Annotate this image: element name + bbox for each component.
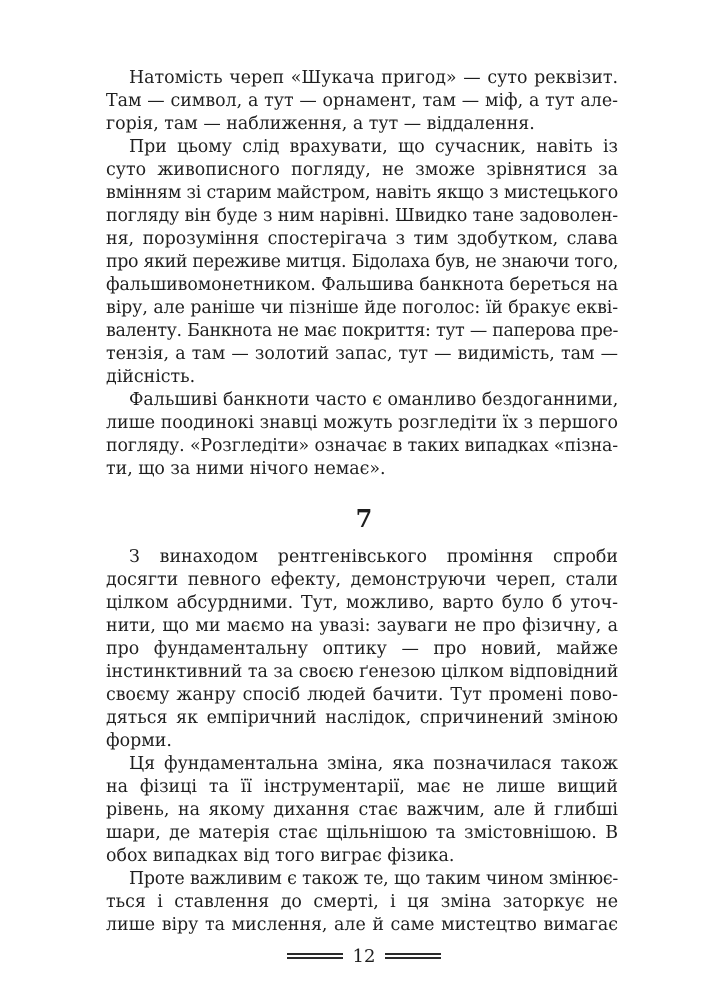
text-line: суто живописного погляду, не зможе зрівнятися за xyxy=(106,160,618,180)
text-line: віру, але раніше чи пізніше йде поголос: їй бракує екві- xyxy=(106,298,618,318)
page-footer xyxy=(0,944,728,970)
text-line: дяться як емпіричний наслідок, спричинений зміною xyxy=(106,708,618,728)
text-line: цілком абсурдними. Тут, можливо, варто було б уточ- xyxy=(106,593,618,613)
paragraph xyxy=(106,546,618,753)
text-line: обох випадках від того виграє фізика. xyxy=(106,846,455,866)
text-line: Ця фундаментальна зміна, яка позначилася також xyxy=(129,754,618,774)
text-line: дійсність. xyxy=(106,367,196,387)
text-line: Проте важливим є також те, що таким чином змінює- xyxy=(129,869,618,889)
text-line: тензія, а там — золотий запас, тут — видимість, там — xyxy=(106,344,618,364)
text-line: рівень, на якому дихання стає важчим, але й глибші xyxy=(106,800,618,820)
text-line: Фальшиві банкноти часто є оманливо бездоганними, xyxy=(129,390,619,410)
paragraph xyxy=(106,868,618,937)
text-line: З винаходом рентгенівського проміння спроби xyxy=(129,547,618,567)
text-line: лише віру та мислення, але й саме мистецтво вимагає xyxy=(106,915,618,935)
text-line: своєму жанру спосіб людей бачити. Тут промені пово- xyxy=(106,685,618,705)
footer-rule-left xyxy=(287,953,343,959)
text-line: лише поодинокі знавці можуть розгледіти їх з першого xyxy=(106,413,618,433)
text-line: фальшивомонетником. Фальшива банкнота береться на xyxy=(106,275,618,295)
text-line: досягти певного ефекту, демонструючи череп, стали xyxy=(106,570,618,590)
text-line: валенту. Банкнота не має покриття: тут — паперова пре- xyxy=(106,321,618,341)
top-section xyxy=(106,67,618,481)
text-line: погляду. «Розгледіти» означає в таких випадках «пізна- xyxy=(106,436,618,456)
text-line: ти, що за ними нічого немає». xyxy=(106,459,386,479)
text-line: ня, порозуміння спостерігача з тим здобутком, слава xyxy=(106,229,618,249)
text-line: При цьому слід врахувати, що сучасник, навіть із xyxy=(129,137,618,157)
text-line: Натомість череп «Шукача пригод» — суто реквізит. xyxy=(129,68,618,88)
paragraph xyxy=(106,389,618,481)
text-line: форми. xyxy=(106,731,172,751)
text-line: нити, що ми маємо на увазі: зауваги не про фізичну, а xyxy=(106,616,618,636)
text-line: ться і ставлення до смерті, і ця зміна заторкує не xyxy=(106,892,618,912)
footer-rule-right xyxy=(385,953,441,959)
text-line: шари, де матерія стає щільнішою та змістовнішою. В xyxy=(106,823,618,843)
text-line: погляду він буде з ним нарівні. Швидко тане задоволен- xyxy=(106,206,618,226)
text-line: інстинктивний та за своєю ґенезою цілком відповідний xyxy=(106,662,619,682)
paragraph xyxy=(106,753,618,868)
paragraph xyxy=(106,136,618,389)
bottom-section xyxy=(106,546,618,937)
paragraph xyxy=(106,67,618,136)
section-number: 7 xyxy=(355,504,373,533)
page-number: 12 xyxy=(352,946,376,967)
text-line: про фундаментальну оптику — про новий, майже xyxy=(106,639,618,659)
text-line: вмінням зі старим майстром, навіть якщо з мистецького xyxy=(106,183,618,203)
text-line: на фізиці та її інструментарії, має не лише вищий xyxy=(106,777,618,797)
text-line: Там — символ, а тут — орнамент, там — міф, а тут але- xyxy=(106,91,618,111)
text-line: про який переживе митця. Бідолаха був, не знаючи того, xyxy=(106,252,618,272)
text-line: горія, там — наближення, а тут — віддалення. xyxy=(106,114,535,134)
